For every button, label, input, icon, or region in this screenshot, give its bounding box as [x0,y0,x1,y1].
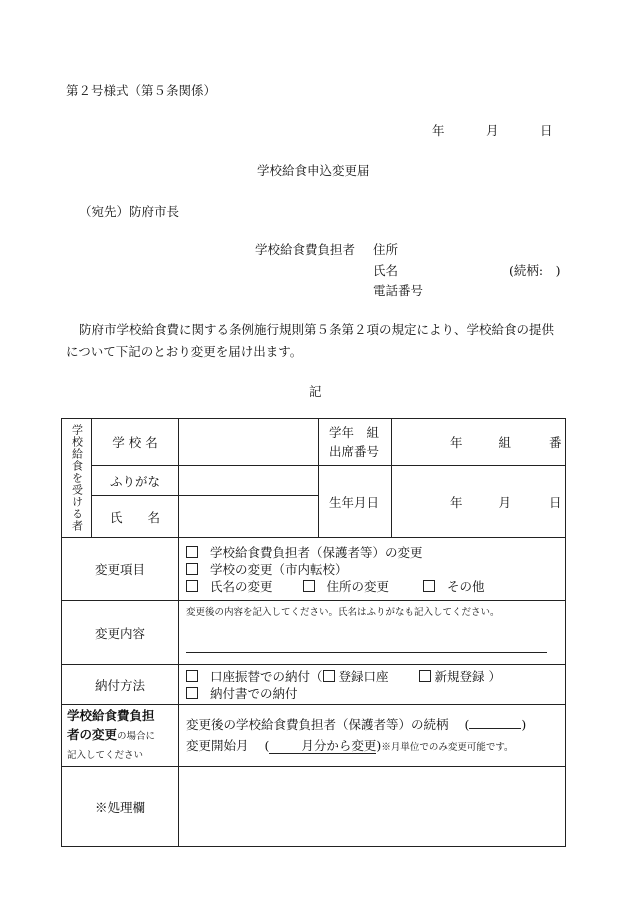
processing-label: ※処理欄 [62,767,179,847]
recipient-label-cell [62,419,92,538]
checkbox-address-change[interactable] [303,580,315,592]
payer-change-cell: 変更後の学校給食費負担者（保護者等）の続柄 ( ) 変更開始月 ( 月分から変更)※月単位でのみ変更可能です。 [179,705,566,767]
school-name-label: 学 校 名 [92,419,179,466]
checkbox-other-change[interactable] [423,580,435,592]
payment-cell [179,665,566,705]
grade-class: 組 [498,435,512,450]
applicant-role: 学校給食費負担者 [255,242,356,257]
attendance-label: 出席番号 [329,444,380,459]
start-month-note: ※月単位でのみ変更可能です。 [381,741,514,753]
change-content-note: 変更後の内容を記入してください。氏名はふりがなも記入してください。 [186,607,500,618]
form-number: 第２号様式（第５条関係） [66,83,217,98]
checkbox-school-change[interactable] [186,563,198,575]
change-item-name: 氏名の変更 [210,578,273,594]
change-item-address: 住所の変更 [326,578,390,594]
body-text: 防府市学校給食費に関する条例施行規則第５条第２項の規定により、学校給食の提供について下記のとおり変更を届け出ます。 [66,322,555,359]
payer-relation-label: 変更後の学校給食費負担者（保護者等）の続柄 [186,716,449,732]
payment-new-registration: 新規登録 ） [434,668,502,684]
grade-field[interactable] [392,419,566,466]
change-item-payer: 学校給食費負担者（保護者等）の変更 [210,544,423,560]
payment-label: 納付方法 [62,665,179,705]
checkbox-registered-account[interactable] [323,670,335,682]
payment-account-transfer: 口座振替での納付（ [210,668,323,684]
checkbox-name-change[interactable] [186,580,198,592]
applicant-phone-label: 電話番号 [373,283,424,298]
furigana-field[interactable] [179,466,319,496]
applicant-relation: (続柄: ) [509,263,561,278]
payment-registered-account: 登録口座 [338,668,389,684]
name-label: 氏 名 [92,496,179,538]
checkbox-payer-change[interactable] [186,546,198,558]
date-month: 月 [486,123,499,138]
recipient-label: 学校給食を受ける者 [70,424,84,532]
change-content-line [186,652,547,653]
start-month-label: 変更開始月 [186,737,249,753]
applicant-name-label: 氏名 [373,263,399,278]
applicant-address-label: 住所 [373,242,399,257]
date-year: 年 [432,123,445,138]
birth-month: 月 [498,494,512,510]
change-content-label: 変更内容 [62,601,179,665]
grade-label: 学年 組 [329,425,380,440]
birth-year: 年 [450,494,463,510]
change-item-other: その他 [447,578,485,594]
change-form-table [61,418,566,847]
addressee: （宛先）防府市長 [79,204,180,219]
birth-day: 日 [549,494,562,510]
payment-invoice: 納付書での納付 [210,685,298,701]
school-name-field[interactable] [179,419,319,466]
checkbox-new-registration[interactable] [419,670,431,682]
birthdate-field[interactable] [392,466,566,538]
name-field[interactable] [179,496,319,538]
note-heading: 記 [309,384,322,399]
body-paragraph [66,319,564,363]
grade-label-cell [319,419,392,466]
payer-relation-field[interactable] [469,728,521,729]
grade-number: 番 [549,435,562,450]
change-item-school: 学校の変更（市内転校） [210,561,348,577]
payer-change-label: 学校給食費負担 者の変更の場合に 記入してください [62,705,179,767]
checkbox-account-transfer[interactable] [186,670,198,682]
document-title: 学校給食申込変更届 [257,163,370,178]
change-items-cell [179,538,566,601]
checkbox-invoice[interactable] [186,687,198,699]
start-month-field[interactable]: 月分から変更 [269,738,376,754]
change-content-field[interactable] [179,601,566,665]
furigana-label: ふりがな [92,466,179,496]
birthdate-label: 生年月日 [319,466,392,538]
date-day: 日 [540,123,553,138]
change-item-label: 変更項目 [62,538,179,601]
grade-year: 年 [450,435,463,450]
processing-field [179,767,566,847]
